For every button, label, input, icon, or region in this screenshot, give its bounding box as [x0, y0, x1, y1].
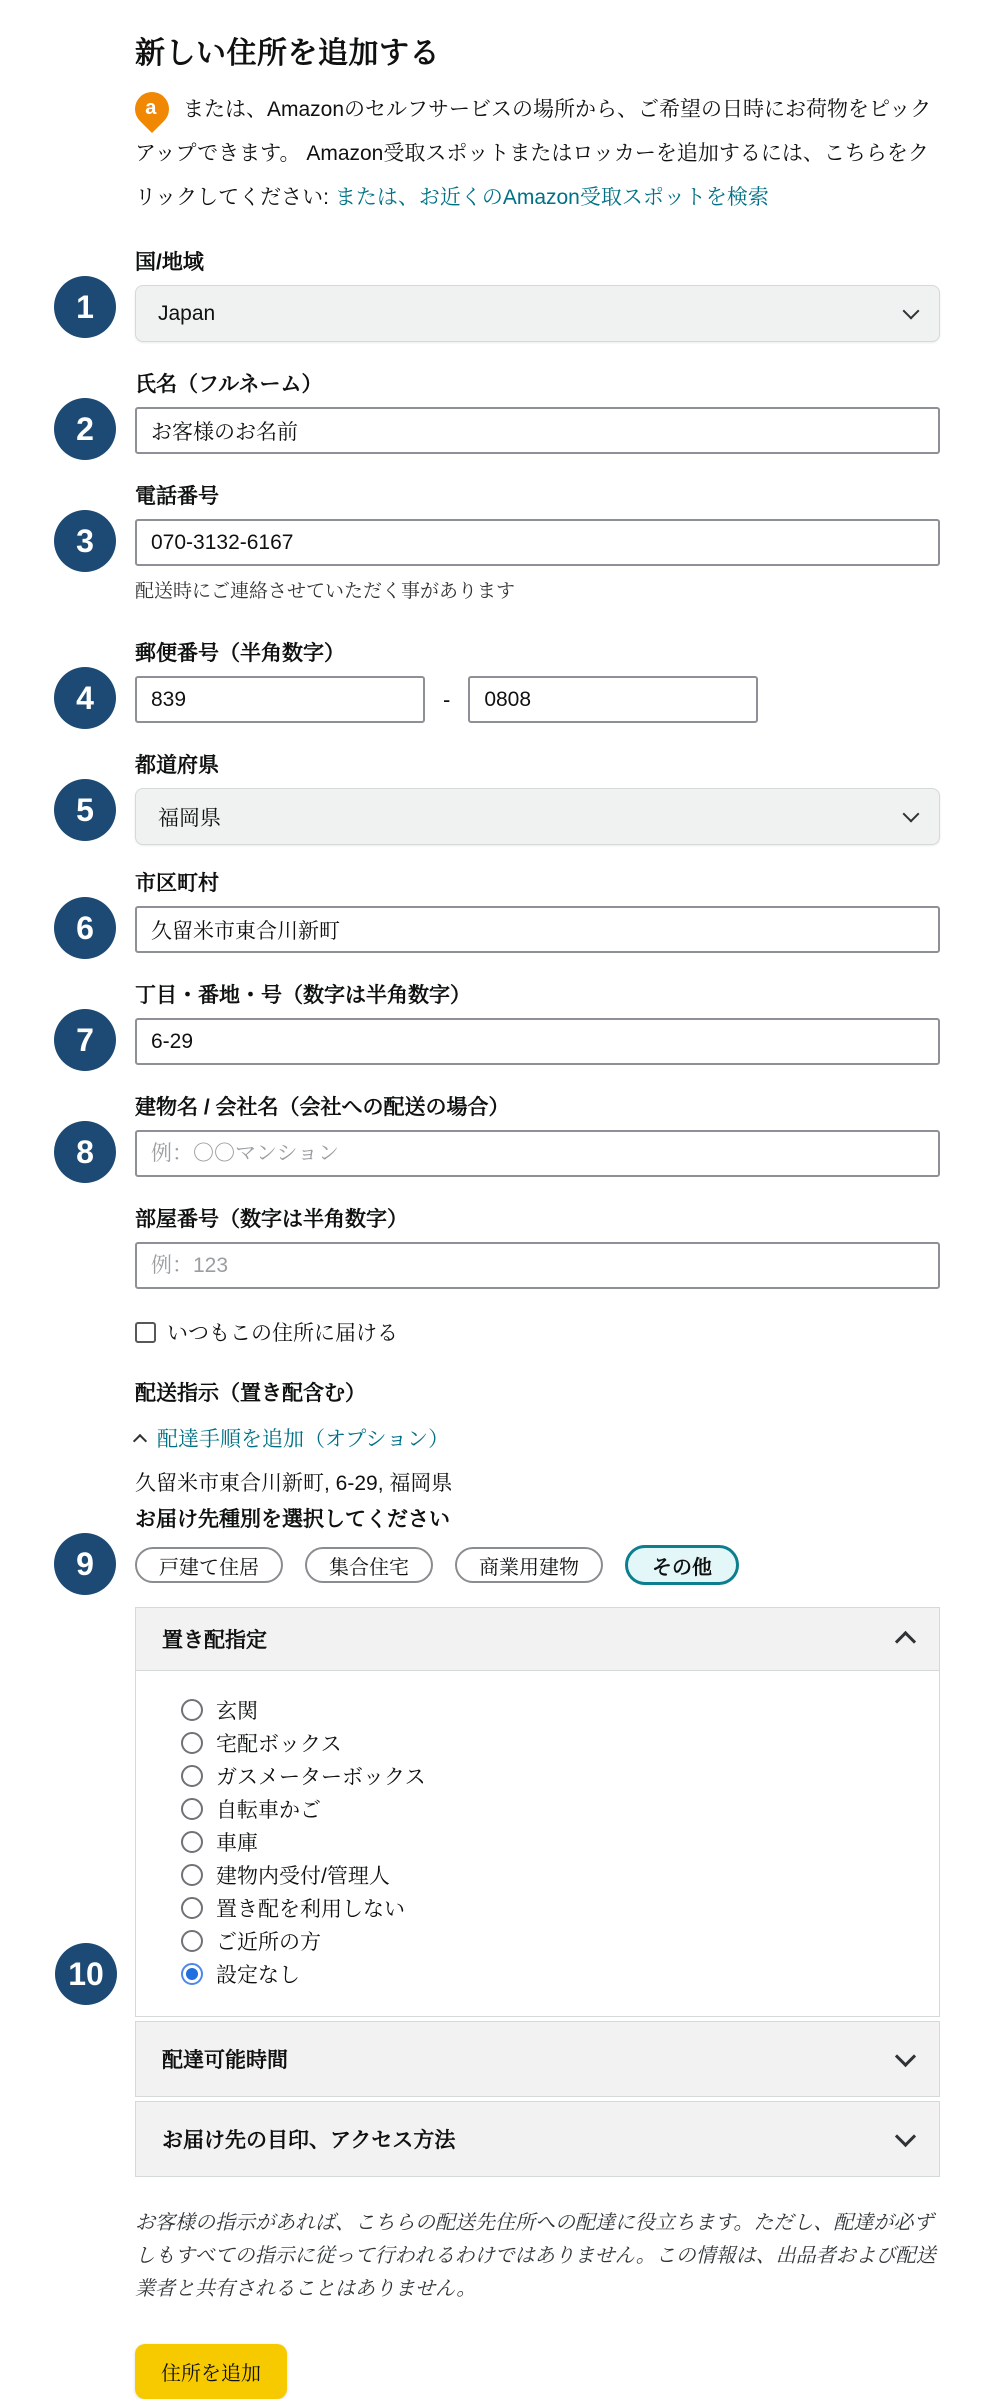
radio-icon[interactable] — [181, 1699, 203, 1721]
prefecture-value: 福岡県 — [158, 806, 221, 830]
address-type-detached-house[interactable]: 戸建て住居 — [135, 1547, 283, 1583]
add-address-form — [68, 0, 940, 2399]
radio-option-neighbor[interactable]: ご近所の方 — [181, 1924, 939, 1957]
radio-option-no-okihai[interactable]: 置き配を利用しない — [181, 1891, 939, 1924]
accordion-landmark-header[interactable] — [135, 2101, 940, 2177]
radio-option-garage[interactable]: 車庫 — [181, 1825, 939, 1858]
chevron-up-icon — [133, 1433, 147, 1447]
step-badge-8: 8 — [54, 1121, 116, 1183]
radio-icon[interactable] — [181, 1798, 203, 1820]
step-badge-3: 3 — [54, 510, 116, 572]
intro-text — [135, 88, 940, 220]
step-badge-10: 10 — [55, 1943, 117, 2005]
country-select[interactable] — [135, 285, 940, 342]
radio-option-gas-meter-box[interactable]: ガスメーターボックス — [181, 1759, 939, 1792]
chevron-down-icon — [903, 303, 920, 320]
default-address-checkbox[interactable] — [135, 1317, 940, 1347]
accordion-okihai-title: 置き配指定 — [162, 1629, 267, 1652]
address-summary: 久留米市東合川新町, 6-29, 福岡県 — [135, 1472, 453, 1495]
city-label: 市区町村 — [135, 872, 219, 895]
radio-option-building-reception[interactable]: 建物内受付/管理人 — [181, 1858, 939, 1891]
street-input[interactable] — [135, 1018, 940, 1065]
address-type-prompt: お届け先種別を選択してください — [135, 1508, 450, 1531]
amazon-pickup-pin-icon: a — [128, 85, 176, 133]
prefecture-label: 都道府県 — [135, 754, 219, 777]
page-title: 新しい住所を追加する — [135, 37, 440, 70]
delivery-accordions — [68, 1607, 940, 2177]
prefecture-select[interactable] — [135, 788, 940, 845]
address-type-options — [76, 1545, 940, 1585]
add-address-button[interactable]: 住所を追加 — [135, 2344, 287, 2399]
address-type-apartment[interactable]: 集合住宅 — [305, 1547, 433, 1583]
step-badge-6: 6 — [54, 897, 116, 959]
address-type-other[interactable]: その他 — [625, 1545, 739, 1585]
pickup-point-search-link[interactable]: または、お近くのAmazon受取スポットを検索 — [334, 186, 769, 209]
radio-icon[interactable] — [181, 1831, 203, 1853]
chevron-up-icon — [895, 1631, 916, 1652]
field-phone — [76, 480, 940, 603]
checkbox-icon[interactable] — [135, 1322, 156, 1343]
instructions-disclaimer: お客様の指示があれば、こちらの配送先住所への配達に役立ちます。ただし、配達が必ずしもすべての指示に従って行われるわけではありません。この情報は、出品者および配送業者と共有されることはありません。 — [135, 2212, 936, 2300]
building-label: 建物名 / 会社名（会社への配送の場合） — [135, 1096, 510, 1119]
postal-code-input-2[interactable] — [468, 676, 758, 723]
accordion-delivery-time-header[interactable] — [135, 2021, 940, 2097]
step-badge-4: 4 — [54, 667, 116, 729]
field-city — [76, 867, 940, 953]
field-prefecture — [76, 749, 940, 845]
postal-code-input-1[interactable] — [135, 676, 425, 723]
full-name-label: 氏名（フルネーム） — [135, 373, 323, 396]
step-badge-1: 1 — [54, 276, 116, 338]
radio-icon[interactable] — [181, 1897, 203, 1919]
radio-option-no-setting[interactable]: 10 設定なし — [181, 1957, 939, 1990]
postal-code-label: 郵便番号（半角数字） — [135, 642, 345, 665]
field-room — [135, 1203, 940, 1289]
address-type-commercial[interactable]: 商業用建物 — [455, 1547, 603, 1583]
okihai-options — [68, 1693, 939, 1992]
accordion-landmark-title: お届け先の目印、アクセス方法 — [162, 2129, 456, 2152]
street-label: 丁目・番地・号（数字は半角数字） — [135, 984, 471, 1007]
city-input[interactable] — [135, 906, 940, 953]
radio-icon[interactable] — [181, 1930, 203, 1952]
field-full-name — [76, 368, 940, 454]
room-label: 部屋番号（数字は半角数字） — [135, 1208, 408, 1231]
accordion-delivery-time-title: 配達可能時間 — [162, 2049, 288, 2072]
chevron-down-icon — [895, 2046, 916, 2067]
radio-option-entrance[interactable]: 玄関 — [181, 1693, 939, 1726]
accordion-okihai-body — [68, 1671, 940, 2017]
full-name-input[interactable] — [135, 407, 940, 454]
radio-option-bicycle-basket[interactable]: 自転車かご — [181, 1792, 939, 1825]
radio-option-delivery-box[interactable]: 宅配ボックス — [181, 1726, 939, 1759]
radio-icon[interactable] — [181, 1765, 203, 1787]
phone-helper-text: 配送時にご連絡させていただく事があります — [135, 581, 516, 602]
postal-code-separator: - — [443, 686, 451, 712]
chevron-down-icon — [895, 2126, 916, 2147]
intro-body: または、Amazonのセルフサービスの場所から、ご希望の日時にお荷物をピックアップできます。 Amazon受取スポットまたはロッカーを追加するには、こちらをクリックしてください: — [135, 98, 932, 209]
chevron-down-icon — [903, 806, 920, 823]
country-value: Japan — [158, 301, 216, 325]
phone-input[interactable] — [135, 519, 940, 566]
phone-label: 電話番号 — [135, 485, 219, 508]
field-postal-code — [76, 637, 940, 723]
step-badge-5: 5 — [54, 779, 116, 841]
building-input[interactable] — [135, 1130, 940, 1177]
country-label: 国/地域 — [135, 251, 204, 274]
field-country — [76, 246, 940, 342]
accordion-okihai-header[interactable] — [135, 1607, 940, 1671]
delivery-steps-link: 配達手順を追加（オプション） — [157, 1428, 450, 1451]
default-address-label: いつもこの住所に届ける — [167, 1322, 398, 1345]
step-badge-7: 7 — [54, 1009, 116, 1071]
radio-icon-selected[interactable] — [181, 1963, 203, 1985]
field-street — [76, 979, 940, 1065]
step-badge-9: 9 — [54, 1533, 116, 1595]
delivery-steps-toggle[interactable] — [135, 1423, 940, 1453]
room-input[interactable] — [135, 1242, 940, 1289]
delivery-instructions-heading: 配送指示（置き配含む） — [135, 1382, 366, 1405]
radio-icon[interactable] — [181, 1732, 203, 1754]
field-building — [76, 1091, 940, 1177]
step-badge-2: 2 — [54, 398, 116, 460]
radio-icon[interactable] — [181, 1864, 203, 1886]
